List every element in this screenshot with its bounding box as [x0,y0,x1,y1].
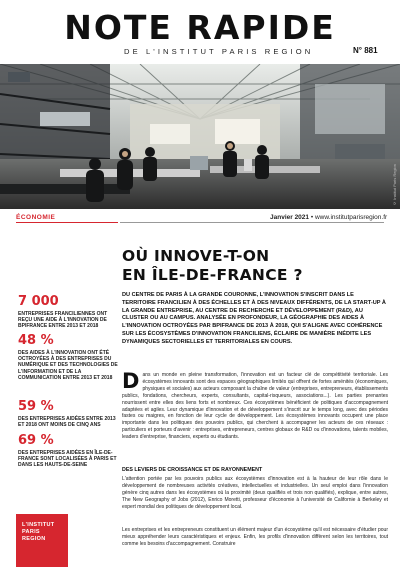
cover-photo [0,64,400,209]
intro-text: ans un monde en pleine transformation, l'innovation est un facteur clé de compétitivité territoriale. Les écosystèmes innovants sont des espaces géographiques limités qui offrent de fortes aménités (économiques, physiques et sociales) aux acteurs composant la chaîne de valeur (entreprises, entrepreneurs, établissements publics, fondations, chercheurs, experts, consultants, capital-risqueurs, associations...). Les parties prenantes nourrissent entre elles des liens forts et nombreux. Ces écosystèmes bénéficient de politiques d'accompagnement adaptées et agiles. Leur dynamique d'innovation et de développement s'inscrit sur le temps long, avec des périodes fastes ou maigres, en fonction de leur cycle de développement. Les écosystèmes innovants occupent une place importante dans les politiques des pouvoirs publics, qui cherchent à accompagner les acteurs de ces réseaux : particuliers et porteurs d'avenir : entreprises, entrepreneurs, centres globaux de R&D ou d'innovations, talents mobiles, leaders d'entreprise, financiers, experts ou étudiants. [122,372,388,441]
institut-paris-region-logo [16,514,68,567]
section-subheading: DES LEVIERS DE CROISSANCE ET DE RAYONNEMENT [122,467,263,473]
key-figure-value: 69 % [18,433,54,448]
photo-illustration [0,64,400,209]
lead-paragraph: DU CENTRE DE PARIS À LA GRANDE COURONNE, L'INNOVATION S'INSCRIT DANS LE TERRITOIRE FRANCILIEN À DES ÉCHELLES ET À DES NIVEAUX DIFFÉRENTS, DE LA START-UP À LA GRANDE ENTREPRISE, AU CENTRE DE RECHERCHE ET DÉVELOPPEMENT (R&D), AU CLUSTER OU AU CAMPUS. ANALYSÉE EN PROFONDEUR, LA GÉOGRAPHIE DES AIDES À L'INNOVATION OCTROYÉES PAR BPIFRANCE DE 2013 À 2018, QUI S'ALIGNE AVEC COHÉRENCE SUR LES ÉCOSYSTÈMES D'INNOVATION FRANCILIENS, ÉCLAIRE DE MANIÈRE INÉDITE LES DYNAMIQUES SECTORIELLES ET TERRITORIALES EN COURS. [122,292,386,345]
drop-cap: D [122,369,140,393]
publication-subtitle: DE L'INSTITUT PARIS REGION [124,47,314,56]
headline-line-2: EN ÎLE-DE-FRANCE ? [122,266,303,284]
key-figure-text: DES ENTREPRISES AIDÉES ENTRE 2013 ET 2018 ONT MOINS DE CINQ ANS [18,416,116,429]
publication-title: NOTE RAPIDE [64,8,336,47]
logo-line-3: REGION [22,536,46,542]
body-paragraph-intro [122,369,388,441]
issue-date-line [270,214,387,221]
section-label: ÉCONOMIE [16,214,56,221]
masthead [0,0,400,64]
key-figure-value: 59 % [18,399,54,414]
issue-number: N° 881 [353,46,378,55]
article-headline [122,247,303,285]
key-figure [18,333,118,381]
key-figure-value: 48 % [18,333,54,348]
key-figure [18,294,118,330]
logo-line-2: PARIS [22,529,40,535]
photo-credit: © Institut Paris Region [392,164,397,206]
section-underline [16,222,118,223]
website-link[interactable]: • www.institutparisregion.fr [310,214,388,221]
section-rule [120,222,384,223]
key-figure-text: DES ENTREPRISES AIDÉES EN ÎLE-DE-FRANCE SONT LOCALISÉES À PARIS ET DANS LES HAUTS-DE-SEINE [18,450,117,469]
logo-line-1: L'INSTITUT [22,522,55,528]
body-paragraph: Les entreprises et les entrepreneurs constituent un élément majeur d'un écosystème qu'il est nécessaire d'étudier pour mieux appréhender leurs caractéristiques et enjeux. Enfin, les profils d'innovation diffèrent selon les territoires, tout comme les besoins d'accompagnement. Construire [122,527,388,547]
key-figure [18,399,118,428]
headline-line-1: OÙ INNOVE-T-ON [122,247,270,265]
issue-date: Janvier 2021 [270,214,310,221]
key-figure-text: DES AIDES À L'INNOVATION ONT ÉTÉ OCTROYÉES À DES ENTREPRISES DU NUMÉRIQUE ET DES TECHNOLOGIES DE L'INFORMATION ET DE LA COMMUNICATION ENTRE 2013 ET 2018 [18,350,118,381]
body-paragraph: L'attention portée par les pouvoirs publics aux écosystèmes d'innovation est à la hauteur de leur rôle dans le développement de nombreuses activités créatives, intellectuelles et industrielles. Un seul emploi dans l'innovation génère cinq autres dans les écosystèmes où la proximité (deux qualifiés et trois non qualifiés), explique, entre autres, The New Geography of Jobs (2012), Enrico Moretti, professeur d'économie à l'université de Californie à Berkeley et expert mondial des politiques de développement local. [122,476,388,510]
key-figure-text: ENTREPRISES FRANCILIENNES ONT REÇU UNE AIDE À L'INNOVATION DE BPIFRANCE ENTRE 2013 ET 2018 [18,311,108,330]
key-figure-value: 7 000 [18,294,59,309]
key-figure [18,433,118,469]
